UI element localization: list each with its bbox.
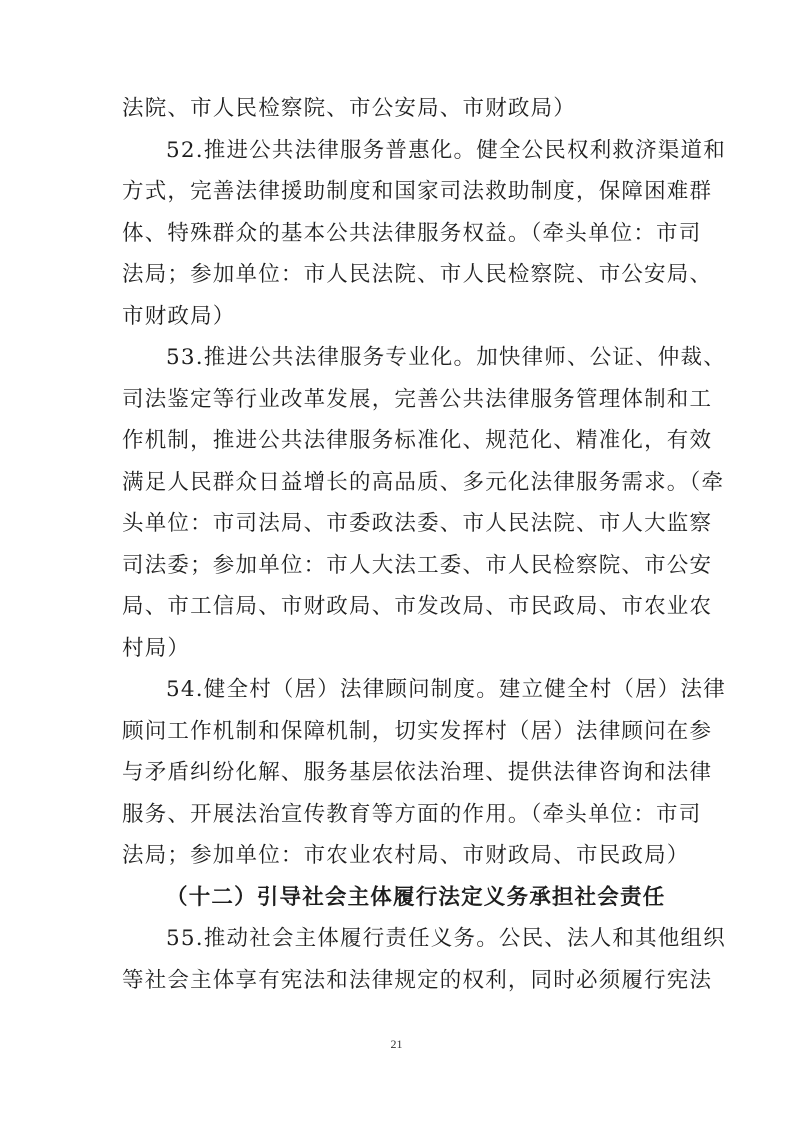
paragraph-54-start: 54.健全村（居）法律顾问制度。建立健全村（居）法律	[166, 677, 726, 702]
text-line-11: 头单位：市司法局、市委政法委、市人民法院、市人大监察	[122, 511, 713, 536]
text-line-13: 局、市工信局、市财政局、市发改局、市民政局、市农业农	[122, 594, 713, 619]
page-number: 21	[390, 1037, 403, 1051]
paragraph-52-start: 52.推进公共法律服务普惠化。健全公民权利救济渠道和	[166, 137, 726, 163]
text-line-14: 村局）	[122, 635, 191, 661]
text-line-6: 市财政局）	[122, 303, 236, 329]
text-line-19: 法局；参加单位：市农业农村局、市财政局、市民政局）	[122, 843, 690, 868]
text-line-4: 体、特殊群众的基本公共法律服务权益。（牵头单位：市司	[122, 220, 702, 246]
text-line-10: 满足人民群众日益增长的高品质、多元化法律服务需求。（牵	[122, 469, 725, 495]
section-heading-12: （十二）引导社会主体履行法定义务承担社会责任	[166, 884, 666, 910]
text-line-16: 顾问工作机制和保障机制，切实发挥村（居）法律顾问在参	[122, 718, 713, 744]
text-line-17: 与矛盾纠纷化解、服务基层依法治理、提供法律咨询和法律	[122, 760, 713, 785]
body-text	[122, 88, 726, 1001]
text-line-12: 司法委；参加单位：市人大法工委、市人民检察院、市公安	[122, 552, 713, 578]
text-line-3: 方式，完善法律援助制度和国家司法救助制度，保障困难群	[122, 179, 713, 204]
text-line-5: 法局；参加单位：市人民法院、市人民检察院、市公安局、	[122, 262, 713, 287]
text-line-8: 司法鉴定等行业改革发展，完善公共法律服务管理体制和工	[122, 386, 713, 412]
text-line-1: 法院、市人民检察院、市公安局、市财政局）	[122, 96, 577, 121]
text-line-18: 服务、开展法治宣传教育等方面的作用。（牵头单位：市司	[122, 801, 702, 827]
paragraph-55-start: 55.推动社会主体履行责任义务。公民、法人和其他组织	[166, 926, 726, 951]
paragraph-53-start: 53.推进公共法律服务专业化。加快律师、公证、仲裁、	[166, 345, 726, 370]
text-line-9: 作机制，推进公共法律服务标准化、规范化、精准化，有效	[122, 428, 713, 453]
text-line-22: 等社会主体享有宪法和法律规定的权利，同时必须履行宪法	[122, 967, 713, 993]
